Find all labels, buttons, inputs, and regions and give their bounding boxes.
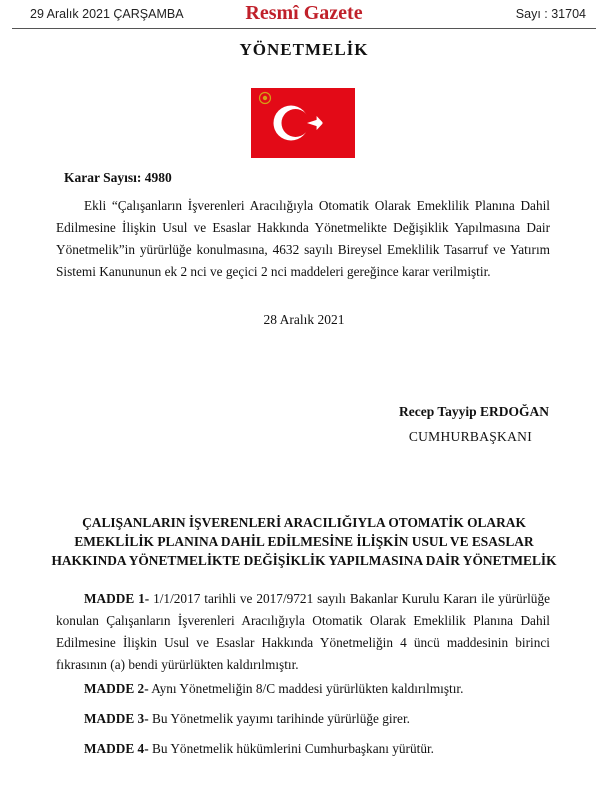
- article-text: Aynı Yönetmeliğin 8/C maddesi yürürlükten kaldırılmıştır.: [148, 681, 464, 696]
- article-3: [56, 708, 550, 730]
- article-2: [56, 678, 550, 700]
- article-label: MADDE 3-: [84, 711, 149, 726]
- article-label: MADDE 1-: [84, 591, 150, 606]
- signatory-name: [399, 404, 549, 420]
- gazette-title: Resmî Gazete: [245, 2, 363, 24]
- article-4: [56, 738, 550, 760]
- gazette-header: [0, 0, 608, 30]
- decision-number: Karar Sayısı: 4980: [64, 170, 172, 185]
- regulation-title-line: HAKKINDA YÖNETMELİKTE DEĞİŞİKLİK YAPILMASINA DAİR YÖNETMELİK: [51, 553, 557, 568]
- header-date: 29 Aralık 2021 ÇARŞAMBA: [30, 7, 184, 21]
- article-label: MADDE 4-: [84, 741, 149, 756]
- signatory-surname: ERDOĞAN: [479, 404, 549, 419]
- decision-text: Ekli “Çalışanların İşverenleri Aracılığıyla Otomatik Olarak Emeklilik Planına Dahil Edilmesine İlişkin Usul ve Esaslar Hakkında Yönetmelikte Değişiklik Yapılmasına Dair Yönetmelik”in yürürlüğe konulmasına, 4632 sayılı Bireysel Emeklilik Tasarruf ve Yatırım Sistemi Kanununun ek 2 nci ve geçici 2 nci maddeleri gereğince karar verilmiştir.: [56, 198, 550, 279]
- article-text: 1/1/2017 tarihli ve 2017/9721 sayılı Bakanlar Kurulu Kararı ile yürürlüğe konulan Çalışanların İşverenleri Aracılığıyla Otomatik Olarak Emeklilik Planına Dahil Edilmesine İlişkin Usul ve Esaslar Hakkında Yönetmeliğin 4 üncü maddesinin birinci fıkrasının (a) bendi yürürlükten kaldırılmıştır.: [56, 591, 550, 672]
- article-1: [56, 588, 550, 676]
- signatory-given-name: Recep Tayyip: [398, 404, 480, 419]
- regulation-title: [40, 513, 568, 570]
- turkish-flag-icon: [251, 88, 355, 158]
- article-text: Bu Yönetmelik yayımı tarihinde yürürlüğe girer.: [148, 711, 410, 726]
- issue-number: Sayı : 31704: [515, 7, 586, 21]
- article-label: MADDE 2-: [84, 681, 149, 696]
- regulation-title-line: EMEKLİLİK PLANINA DAHİL EDİLMESİNE İLİŞKİN USUL VE ESASLAR: [74, 534, 534, 549]
- header-divider: [12, 28, 596, 29]
- signatory-title: CUMHURBAŞKANI: [408, 429, 532, 444]
- article-text: Bu Yönetmelik hükümlerini Cumhurbaşkanı yürütür.: [148, 741, 434, 756]
- document-type-heading: YÖNETMELİK: [239, 40, 369, 59]
- decision-date: 28 Aralık 2021: [263, 312, 345, 327]
- regulation-title-line: ÇALIŞANLARIN İŞVERENLERİ ARACILIĞIYLA OTOMATİK OLARAK: [82, 515, 526, 530]
